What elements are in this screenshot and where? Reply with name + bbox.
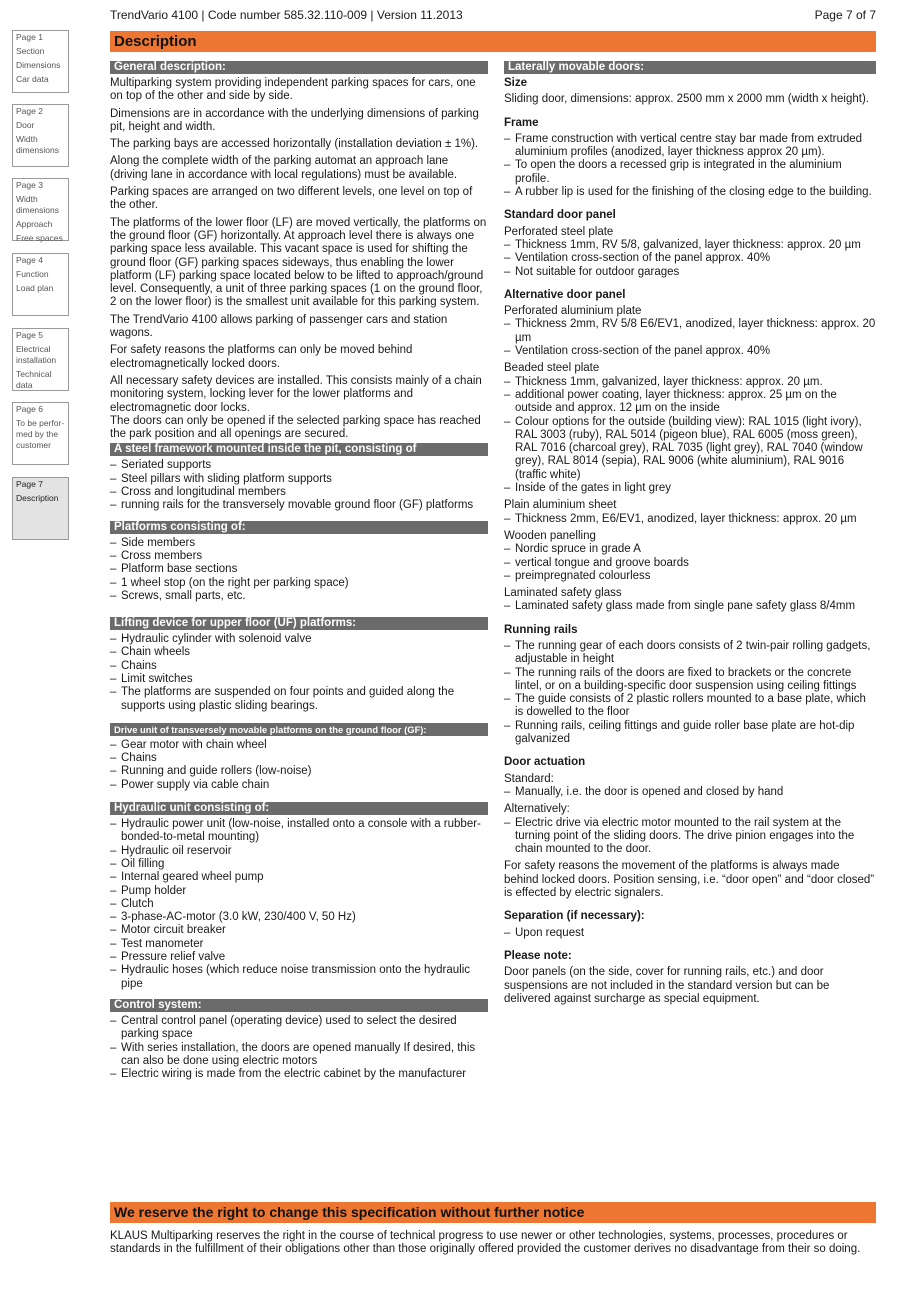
sidebar-page-item: Description	[16, 493, 59, 503]
paragraph: The doors can only be opened if the selected parking space has reached the park position and all openings are secured.	[110, 414, 481, 441]
sidebar-page-item: Free spaces	[16, 233, 63, 243]
panel-type: Perforated steel plate	[504, 225, 614, 238]
list-item: – Platform base sections	[110, 563, 488, 576]
list-item: – Thickness 1mm, galvanized, layer thickness: approx. 20 µm.	[504, 376, 876, 389]
sidebar-page-item: Function	[16, 269, 49, 279]
right-column	[504, 61, 876, 1010]
sidebar-page-item: Technical data	[16, 369, 52, 390]
paragraph: For safety reasons the movement of the platforms is always made behind locked doors. Position sensing, i.e. “door open” and “door closed” is effected by electric signalers.	[504, 860, 875, 900]
section-heading-steel: A steel framework mounted inside the pit, consisting of	[110, 443, 488, 456]
footer-text: KLAUS Multiparking reserves the right in the course of technical progress to use newer or other technologies, systems, processes, procedures or standards in the fulfillment of their obligations other than those originally offered provided the customer derives no disadvantage from their so doing.	[110, 1230, 861, 1256]
list-item: – Test manometer	[110, 938, 488, 951]
list-item: – Inside of the gates in light grey	[504, 482, 876, 495]
list-item: – Cross and longitudinal members	[110, 486, 488, 499]
list-item: – Frame construction with vertical centre stay bar made from extruded aluminium profiles (anodized, layer thickness approx 20 µm).	[504, 133, 876, 160]
paragraph: Sliding door, dimensions: approx. 2500 mm x 2000 mm (width x height).	[504, 93, 869, 106]
actuation-standard-list	[504, 786, 876, 799]
sidebar-page-item: Dimensions	[16, 60, 61, 70]
platforms-list	[110, 537, 488, 603]
sidebar-page-item: Width dimensions	[16, 194, 59, 215]
list-item: – Limit switches	[110, 673, 488, 686]
sidebar-page-item: Door	[16, 120, 35, 130]
list-item: – Colour options for the outside (building view): RAL 1015 (light ivory), RAL 3003 (ruby), RAL 5014 (pigeon blue), RAL 6005 (moss green), RAL 7016 (charcoal grey), RAL 7035 (light grey), RAL 7040 (window grey), RAL 8014 (sepia), RAL 9006 (white aluminium), RAL 9016 (traffic white)	[504, 416, 876, 482]
sidebar-page-label: Page 2	[16, 106, 43, 116]
subheading-separation: Separation (if necessary):	[504, 910, 645, 923]
section-heading-lifting: Lifting device for upper floor (UF) platforms:	[110, 617, 488, 630]
sidebar-page-label: Page 7	[16, 479, 43, 489]
list-item: – preimpregnated colourless	[504, 570, 876, 583]
paragraph: Along the complete width of the parking automat an approach lane (driving lane in accordance with local regulations) must be available.	[110, 155, 458, 181]
list-item: – Hydraulic cylinder with solenoid valve	[110, 633, 488, 646]
list-item: – Running and guide rollers (low-noise)	[110, 765, 488, 778]
sidebar-page-2[interactable]	[12, 104, 69, 167]
sidebar-page-7[interactable]	[12, 477, 69, 540]
sidebar-page-label: Page 5	[16, 330, 43, 340]
sidebar-page-3[interactable]	[12, 178, 69, 241]
list-item: – Hydraulic hoses (which reduce noise transmission onto the hydraulic pipe	[110, 964, 488, 991]
page-title: Description	[110, 31, 876, 52]
list-item: – Thickness 1mm, RV 5/8, galvanized, layer thickness: approx. 20 µm	[504, 239, 876, 252]
section-heading-control: Control system:	[110, 999, 488, 1012]
list-item: – Cross members	[110, 550, 488, 563]
list-item: – Oil filling	[110, 858, 488, 871]
list-item: – Not suitable for outdoor garages	[504, 266, 876, 279]
subheading-frame: Frame	[504, 116, 539, 129]
subheading-size: Size	[504, 77, 528, 89]
list-item: – 1 wheel stop (on the right per parking space)	[110, 577, 488, 590]
standard-panel-list	[504, 239, 876, 279]
alt-panel-list-1	[504, 318, 876, 358]
panel-type: Perforated aluminium plate	[504, 305, 642, 318]
alt-panel-list-2	[504, 376, 876, 496]
paragraph: Multiparking system providing independent parking spaces for cars, one on top of the other and side by side.	[110, 77, 476, 103]
list-item: – Gear motor with chain wheel	[110, 739, 488, 752]
panel-type: Plain aluminium sheet	[504, 499, 617, 512]
list-item: – The running rails of the doors are fixed to brackets or the concrete lintel, or on a building-specific door suspension using ceiling fittings	[504, 667, 876, 694]
section-heading-doors: Laterally movable doors:	[504, 61, 876, 74]
sidebar-page-label: Page 1	[16, 32, 43, 42]
panel-type: Beaded steel plate	[504, 362, 600, 375]
sidebar-page-item: Approach	[16, 219, 53, 229]
panel-type: Laminated safety glass	[504, 587, 622, 600]
header-doc-info: TrendVario 4100 | Code number 585.32.110-009 | Version 11.2013	[110, 8, 463, 22]
paragraph: The parking bays are accessed horizontally (installation deviation ± 1%).	[110, 138, 479, 151]
list-item: – Nordic spruce in grade A	[504, 543, 876, 556]
panel-type: Wooden panelling	[504, 529, 596, 542]
list-item: – Electric wiring is made from the electric cabinet by the manufacturer	[110, 1068, 488, 1081]
paragraph: All necessary safety devices are installed. This consists mainly of a chain monitoring system, locking lever for the lower platforms and electromagnetic door locks.	[110, 374, 482, 414]
alt-panel-list-4	[504, 543, 876, 583]
list-item: – Ventilation cross-section of the panel approx. 40%	[504, 345, 876, 358]
list-item: – Clutch	[110, 898, 488, 911]
actuation-label: Standard:	[504, 772, 554, 785]
list-item: – To open the doors a recessed grip is integrated in the aluminium profile.	[504, 159, 876, 186]
lifting-list	[110, 633, 488, 713]
list-item: – The running gear of each doors consists of 2 twin-pair rolling gadgets, adjustable in height	[504, 640, 876, 667]
subheading-door-actuation: Door actuation	[504, 756, 586, 769]
list-item: – Thickness 2mm, E6/EV1, anodized, layer thickness: approx. 20 µm	[504, 513, 876, 526]
list-item: – Chains	[110, 660, 488, 673]
control-list	[110, 1015, 488, 1081]
list-item: – With series installation, the doors are opened manually If desired, this can also be done using electric motors	[110, 1042, 488, 1069]
list-item: – Screws, small parts, etc.	[110, 590, 488, 603]
list-item: – Steel pillars with sliding platform supports	[110, 473, 488, 486]
left-column	[110, 61, 488, 1089]
sidebar-page-item: Load plan	[16, 283, 54, 293]
subheading-running-rails: Running rails	[504, 623, 578, 636]
paragraph: The TrendVario 4100 allows parking of passenger cars and station wagons.	[110, 313, 448, 340]
list-item: – Upon request	[504, 927, 876, 940]
footer-title: We reserve the right to change this specification without further notice	[110, 1202, 876, 1223]
list-item: – Chains	[110, 752, 488, 765]
list-item: – The guide consists of 2 plastic rollers mounted to a base plate, which is dowelled to the floor	[504, 693, 876, 720]
sidebar-page-1[interactable]	[12, 30, 69, 93]
alt-panel-list-5	[504, 600, 876, 613]
list-item: – Hydraulic oil reservoir	[110, 845, 488, 858]
list-item: – Electric drive via electric motor mounted to the rail system at the turning point of the sliding doors. The drive pinion engages into the chain mounted to the door.	[504, 817, 876, 857]
section-heading-hydraulic: Hydraulic unit consisting of:	[110, 802, 488, 815]
subheading-please-note: Please note:	[504, 949, 572, 962]
separation-list	[504, 927, 876, 940]
list-item: – Motor circuit breaker	[110, 924, 488, 937]
list-item: – The platforms are suspended on four points and guided along the supports using plastic sliding bearings.	[110, 686, 488, 713]
sidebar-page-4[interactable]	[12, 253, 69, 316]
subheading-standard-panel: Standard door panel	[504, 209, 616, 222]
paragraph: Dimensions are in accordance with the underlying dimensions of parking pit, height and width.	[110, 107, 479, 133]
sidebar-page-item: Section	[16, 46, 45, 56]
steel-list	[110, 459, 488, 512]
paragraph: The platforms of the lower floor (LF) are moved vertically, the platforms on the ground floor (GF) horizontally. At approach level there is always one parking space less available. This vacant space is used for shifting the ground floor (GF) parking spaces sideways, thus enabling the lower platform (LF) parking space located below to be lifted to approach/ground level. Consequently, a unit of three parking spaces (1 on the ground floor, 2 on the lower floor) is the smallest unit available for this parking system.	[110, 216, 487, 309]
rails-list	[504, 640, 876, 746]
list-item: – Manually, i.e. the door is opened and closed by hand	[504, 786, 876, 799]
sidebar-page-6[interactable]	[12, 402, 69, 465]
paragraph: Parking spaces are arranged on two different levels, one level on top of the other.	[110, 186, 473, 212]
hydraulic-list	[110, 818, 488, 991]
list-item: – Pump holder	[110, 885, 488, 898]
list-item: – additional power coating, layer thickness: approx. 25 µm on the outside and approx. 12 µm on the inside	[504, 389, 876, 416]
frame-list	[504, 133, 876, 199]
section-heading-drive: Drive unit of transversely movable platforms on the ground floor (GF):	[110, 723, 488, 736]
actuation-alternative-list	[504, 817, 876, 857]
list-item: – Central control panel (operating device) used to select the desired parking space	[110, 1015, 488, 1042]
list-item: – Laminated safety glass made from single pane safety glass 8/4mm	[504, 600, 876, 613]
sidebar-page-label: Page 3	[16, 180, 43, 190]
sidebar-page-item: Electrical installation	[16, 344, 57, 365]
list-item: – Hydraulic power unit (low-noise, installed onto a console with a rubber-bonded-to-metal mounting)	[110, 818, 488, 845]
actuation-label: Alternatively:	[504, 803, 570, 816]
list-item: – 3-phase-AC-motor (3.0 kW, 230/400 V, 50 Hz)	[110, 911, 488, 924]
paragraph: For safety reasons the platforms can only be moved behind electromagnetically locked doors.	[110, 344, 413, 370]
list-item: – Side members	[110, 537, 488, 550]
header-page-number: Page 7 of 7	[814, 8, 876, 22]
list-item: – Thickness 2mm, RV 5/8 E6/EV1, anodized, layer thickness: approx. 20 µm	[504, 318, 876, 345]
alt-panel-list-3	[504, 513, 876, 526]
list-item: – Pressure relief valve	[110, 951, 488, 964]
list-item: – Internal geared wheel pump	[110, 871, 488, 884]
list-item: – Seriated supports	[110, 459, 488, 472]
list-item: – Chain wheels	[110, 646, 488, 659]
paragraph: Door panels (on the side, cover for running rails, etc.) and door suspensions are not included in the standard version but can be delivered against surcharge as special equipment.	[504, 966, 830, 1005]
sidebar-page-5[interactable]	[12, 328, 69, 391]
sidebar-page-item: To be perfor-med by the customer	[16, 418, 65, 450]
list-item: – vertical tongue and groove boards	[504, 557, 876, 570]
list-item: – running rails for the transversely movable ground floor (GF) platforms	[110, 499, 488, 512]
drive-list	[110, 739, 488, 792]
sidebar-page-item: Width dimensions	[16, 134, 59, 155]
list-item: – A rubber lip is used for the finishing of the closing edge to the building.	[504, 186, 876, 199]
section-heading-platforms: Platforms consisting of:	[110, 521, 488, 534]
list-item: – Ventilation cross-section of the panel approx. 40%	[504, 252, 876, 265]
sidebar-page-label: Page 6	[16, 404, 43, 414]
list-item: – Power supply via cable chain	[110, 779, 488, 792]
subheading-alternative-panel: Alternative door panel	[504, 288, 626, 301]
sidebar-page-label: Page 4	[16, 255, 43, 265]
sidebar-page-item: Car data	[16, 74, 49, 84]
list-item: – Running rails, ceiling fittings and guide roller base plate are hot-dip galvanized	[504, 720, 876, 747]
section-heading-general: General description:	[110, 61, 488, 74]
